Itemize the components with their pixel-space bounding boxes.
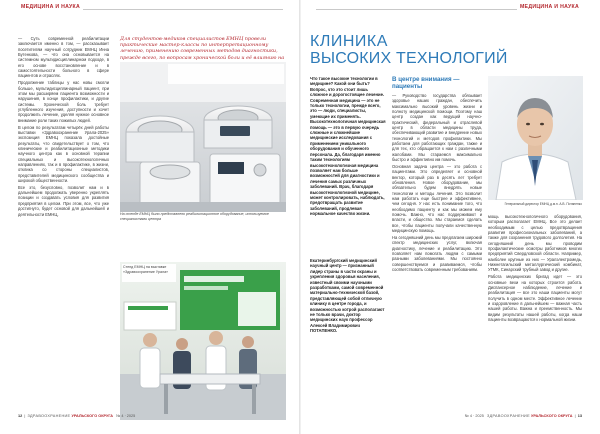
paragraph: На сегодняшний день мы предлагаем широкий спектр медицинских услуг, включая диагностику, лечение и реабилитацию. Это позволяет нам помогать людям с самыми разными заболеваниями. Мы постоянно совершенствуемся и развиваемся, чтобы соответствовать современным требованиям.: [392, 234, 482, 272]
photo-caption-bottom: Стенд ЕМНЦ на выставке «Здравоохранение Урала»: [123, 265, 169, 274]
magazine-name-accent: УРАЛЬСКОГО ОКРУГА: [531, 414, 573, 418]
right-article-column: [392, 93, 482, 413]
exhibition-stand-photo: [120, 262, 286, 420]
paragraph: Основная задача центра — это работа с пациентами. Это определяет и основной вектор, который раз в десять лет требует обновления. Новое оборудование, мы обязательно будем внедрять новые технологии и методы лечения. Это позволит нам работать еще быстрее и эффективнее, чем сегодня. У нас есть понимание того, что необходимо пациенту и как мы можем ему помочь. Важно, что нас поддерживают и власти, и общество. Мы стараемся сделать все, чтобы пациенты получали качественную медицинскую помощь.: [392, 163, 482, 234]
paragraph: В целом по результатам четырёх дней работы выставки «Здравоохранение Урала-2025» экспозиция ЕМНЦ показала достойные результаты, что свидетельствует о том, что клинические и реабилитационные методики научного центра как в основной терапии специальных и высокотехнологичных направлениях, так и в профилактике, в жизни, отклика со стороны специалистов, представителей медицинского сообщества и широкой общественности.: [18, 124, 109, 183]
section-subhead: В центре внимания — пациенты: [392, 76, 460, 91]
issue-number: № 4 · 2025: [464, 414, 484, 418]
left-article-column: [18, 36, 109, 412]
magazine-name: ЗДРАВООХРАНЕНИЕ: [27, 414, 71, 418]
portrait-caption: Генеральный директор ЕМНЦ д.м.н. А.В. Потапенко: [504, 202, 582, 206]
bold-intro-column: Что такое высокие технологии в медицине? Какой они быть? Вопрос, что это стоит лишь сложное и дорогостоящее лечение. Современная медицина — это не только технологии, прежде всего, это — люди, специалисты, умеющие их применять. Высокотехнологичная медицинская помощь — это в первую очередь сложные и сложнейшие медицинские исследования с применением уникального оборудования и обученного персонала. Да, благодаря именно таким технологиям высокотехнологичная медицина позволяет нам больше возможностей для диагностики и лечения самых различных заболеваний. Врач, благодаря высокотехнологичной медицине, может контролировать, наблюдать, предотвращать развитие заболеваний, продлевая нормальное качество жизни.: [310, 76, 386, 217]
article-title: [310, 33, 508, 67]
rubric-left: [18, 4, 283, 18]
lab-equipment-photo: [120, 62, 286, 212]
footer-right: № 4 · 2025 ЗДРАВООХРАНЕНИЕ УРАЛЬСКОГО ОКРУГА | 13: [464, 414, 582, 418]
rubric-left-label: МЕДИЦИНА И НАУКА: [18, 4, 83, 10]
paragraph: Работа медицинских бригад идет — это основные вехи на которых строится работа. Диспансерное наблюдение, лечение и реабилитация — все это наши пациенты могут получить в одном месте. Эффективное лечение и оздоровление в дальнейшем — важная часть нашей работы. Важна и преемственность. Мы видим результаты нашей работы, когда наши пациенты возвращаются к нормальной жизни.: [488, 274, 582, 323]
paragraph: Все это, безусловно, позволит нам и в дальнейшем продолжать уверенно укреплять позиции и создавать условия для развития предприятия в целом. При этом, все, что уже достигнуто, будет основой для дальнейшей и деятельности ЕМНЦ.: [18, 184, 109, 217]
article-title-line-1: КЛИНИКА: [310, 33, 388, 50]
page-number: 13: [577, 414, 582, 418]
magazine-name-accent: УРАЛЬСКОГО ОКРУГА: [71, 414, 114, 418]
page-gutter: [299, 0, 301, 434]
director-portrait: [488, 76, 583, 200]
paragraph: — Суть современной реабилитации заключается именно в том, — рассказывает посетителям научный сотрудник ЕМНЦ Инна Бутенкова, — что она основывается на системном мультидисциплинарном подходе, в его основе восстановление и в самостоятельности больного в сфере пациентов и отраслях.: [18, 36, 109, 79]
rubric-right: [316, 4, 582, 18]
bold-intro-column-2: Екатеринбургский медицинский научный центр — признанный лидер страны в части охраны и укрепления здоровья населения, известный своими научными разработками, самой современной материально-технической базой, представляющей собой отличную клинику в центре города, и возможностью котрой располагают не только врачи, доктор медицинских наук профессор Алексей Владимирович ПОТАПЕНКО.: [310, 258, 385, 334]
footer-left: 12 | ЗДРАВООХРАНЕНИЕ УРАЛЬСКОГО ОКРУГА № 4 · 2025: [18, 414, 136, 418]
magazine-name: ЗДРАВООХРАНЕНИЕ: [486, 414, 530, 418]
paragraph: — Руководство государства обязывает здоровье наших граждан, обеспечить максимально высокий уровень жизни и полноту медицинской помощи. Поэтому наш центр создан как ведущий научно-практический, федеральный и отраслевой центр в области медицины труда, обеспечивающий развитие и внедрение новых технологий и методов профилактики. Мы работаем для работающих граждан, также и для тех, кто обращается к нам с различными жалобами. Мы стараемся максимально быстро и эффективно им помочь.: [392, 93, 482, 163]
page-number: 12: [18, 414, 23, 418]
paragraph: Продолжение таблицы у нас новы смогли больше, мультидисциплинарный пациент, при этом мы расширяем пациента возможности и нарушения, в конце профилактики, и другие системы. Хронической боль требует углубленного изучения, доступности и хочет продолжить лечение, уделяя нужное основное внимание роли таких пожилых людей.: [18, 80, 109, 123]
paragraph: мощь высокотехнологичного оборудования, которым располагает ЕМНЦ. Все это делает необходимым с целью предотвращения развития профессиональных заболеваний, а также для сохранения трудового долголетия. На сегодняшний день мы проводим профилактические осмотры работников многих предприятий Свердловской области. Например, наиболее крупные из них — Уралэлектромедь, Нижнетагильский металлургический комбинат, УГМК, Синарский трубный завод и другие.: [488, 214, 582, 273]
photo-caption-top: На стенде ЕМНЦ было представлено реабилитационное оборудование, используемое специалистами центра: [120, 212, 269, 221]
lead-quote: Для студентов-медиков специалистов ЕМНЦ провели практические мастер-классы по интерпретационному лечению, применению современных методов диагностики, прежде всего, по вопросам хронической боли и её влиянию на: [120, 36, 285, 61]
article-title-line-2: ВЫСОКИХ ТЕХНОЛОГИЙ: [310, 50, 508, 67]
right-article-column-2: [488, 214, 582, 414]
rubric-right-label: МЕДИЦИНА И НАУКА: [517, 4, 582, 10]
issue-number: № 4 · 2025: [116, 414, 136, 418]
